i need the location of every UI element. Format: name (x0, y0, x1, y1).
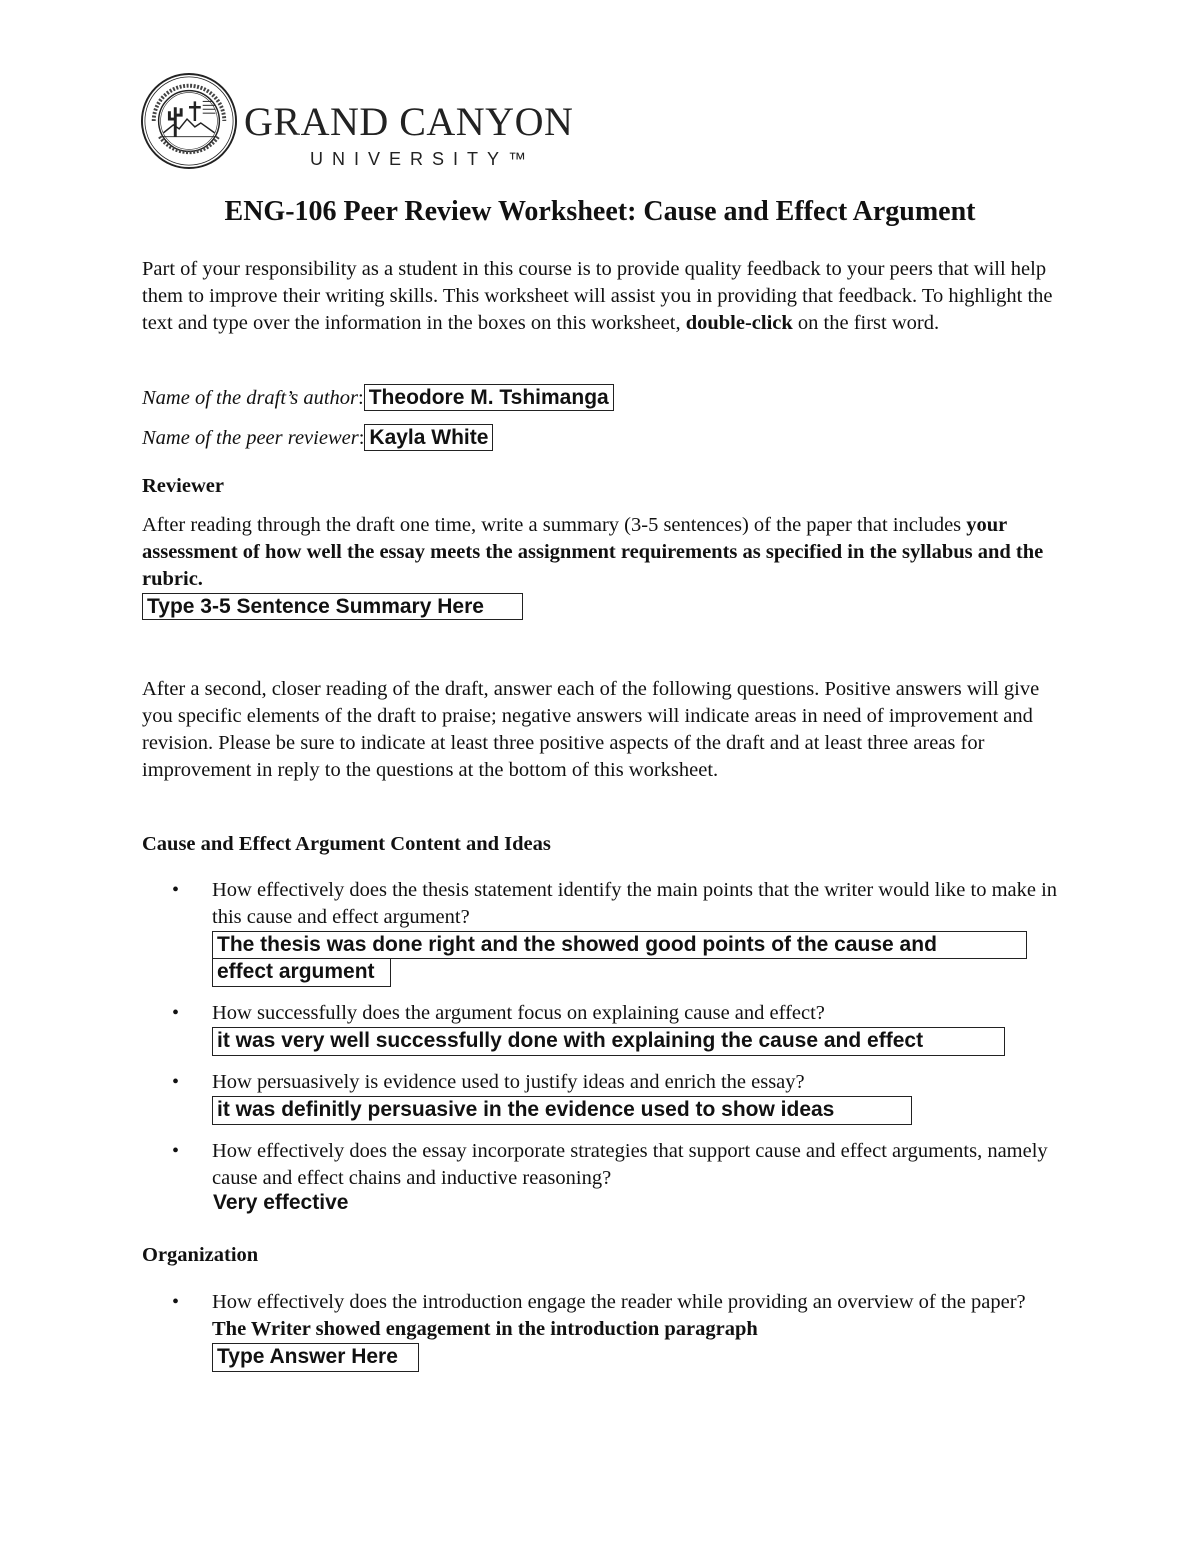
bullet-icon: • (172, 1291, 180, 1313)
intro-bold-text: double-click (685, 312, 793, 334)
author-field[interactable]: Theodore M. Tshimanga (364, 384, 614, 411)
second-reading-paragraph: After a second, closer reading of the draft, answer each of the following questions. Positive answers will give you specific elements of the draft to praise; negative answers will indicate areas in need of improvement and revision. Please be sure to indicate at least three positive aspects of the draft and at least three areas for improvement in reply to the questions at the bottom of this worksheet. (142, 678, 1040, 781)
answer-introduction-inline: The Writer showed engagement in the introduction paragraph (212, 1318, 758, 1340)
answer-thesis-line1[interactable]: The thesis was done right and the showed good points of the cause and (212, 931, 1027, 959)
organization-heading: Organization (142, 1244, 259, 1266)
intro-text-b: on the first word. (792, 312, 940, 334)
reviewer-heading: Reviewer (142, 475, 224, 497)
logo-subtitle: UNIVERSITY™ (310, 149, 536, 169)
question-strategies: How effectively does the essay incorporate strategies that support cause and effect arguments, namely cause and effect chains and inductive reasoning? (212, 1140, 1048, 1189)
bullet-icon: • (172, 1140, 180, 1162)
question-introduction (212, 1289, 1062, 1343)
summary-field[interactable]: Type 3-5 Sentence Summary Here (142, 593, 523, 620)
page-title: ENG-106 Peer Review Worksheet: Cause and Effect Argument (224, 196, 976, 227)
intro-paragraph (142, 256, 1062, 337)
author-field-row: Name of the draft’s author: Theodore M. Tshimanga (142, 384, 614, 412)
bullet-icon: • (172, 1002, 180, 1024)
reviewer-bold-text: your assessment of how well the essay meets the assignment requirements as specified in the syllabus and the rubric. (142, 514, 1044, 590)
intro-text-a: Part of your responsibility as a student in this course is to provide quality feedback to your peers that will help them to improve their writing skills. This worksheet will assist you in providing that feedback. To highlight the text and type over the information in the boxes on this worksheet, (142, 258, 1053, 334)
reviewer-field[interactable]: Kayla White (364, 424, 493, 451)
reviewer-text-a: After reading through the draft one time, write a summary (3-5 sentences) of the paper that includes (142, 514, 967, 536)
question-introduction-text: How effectively does the introduction engage the reader while providing an overview of the paper? (212, 1291, 1026, 1313)
question-thesis: How effectively does the thesis statement identify the main points that the writer would like to make in this cause and effect argument? (212, 879, 1058, 928)
question-focus: How successfully does the argument focus on explaining cause and effect? (212, 1002, 825, 1024)
reviewer-field-row: Name of the peer reviewer: Kayla White (142, 424, 493, 452)
answer-evidence[interactable]: it was definitly persuasive in the evidence used to show ideas (212, 1096, 912, 1125)
answer-strategies[interactable]: Very effective (213, 1191, 349, 1214)
answer-thesis-line2[interactable]: effect argument (212, 958, 391, 987)
answer-focus[interactable]: it was very well successfully done with explaining the cause and effect (212, 1027, 1005, 1056)
question-evidence: How persuasively is evidence used to justify ideas and enrich the essay? (212, 1071, 805, 1093)
university-seal-icon (140, 72, 238, 170)
answer-introduction-field[interactable]: Type Answer Here (212, 1343, 419, 1372)
university-logo (140, 72, 590, 172)
logo-name: GRAND CANYON (244, 99, 574, 144)
reviewer-instructions (142, 512, 1062, 593)
bullet-icon: • (172, 879, 180, 901)
author-label: Name of the draft’s author (142, 387, 359, 409)
content-heading: Cause and Effect Argument Content and Ideas (142, 833, 551, 855)
reviewer-label: Name of the peer reviewer (142, 427, 359, 449)
bullet-icon: • (172, 1071, 180, 1093)
